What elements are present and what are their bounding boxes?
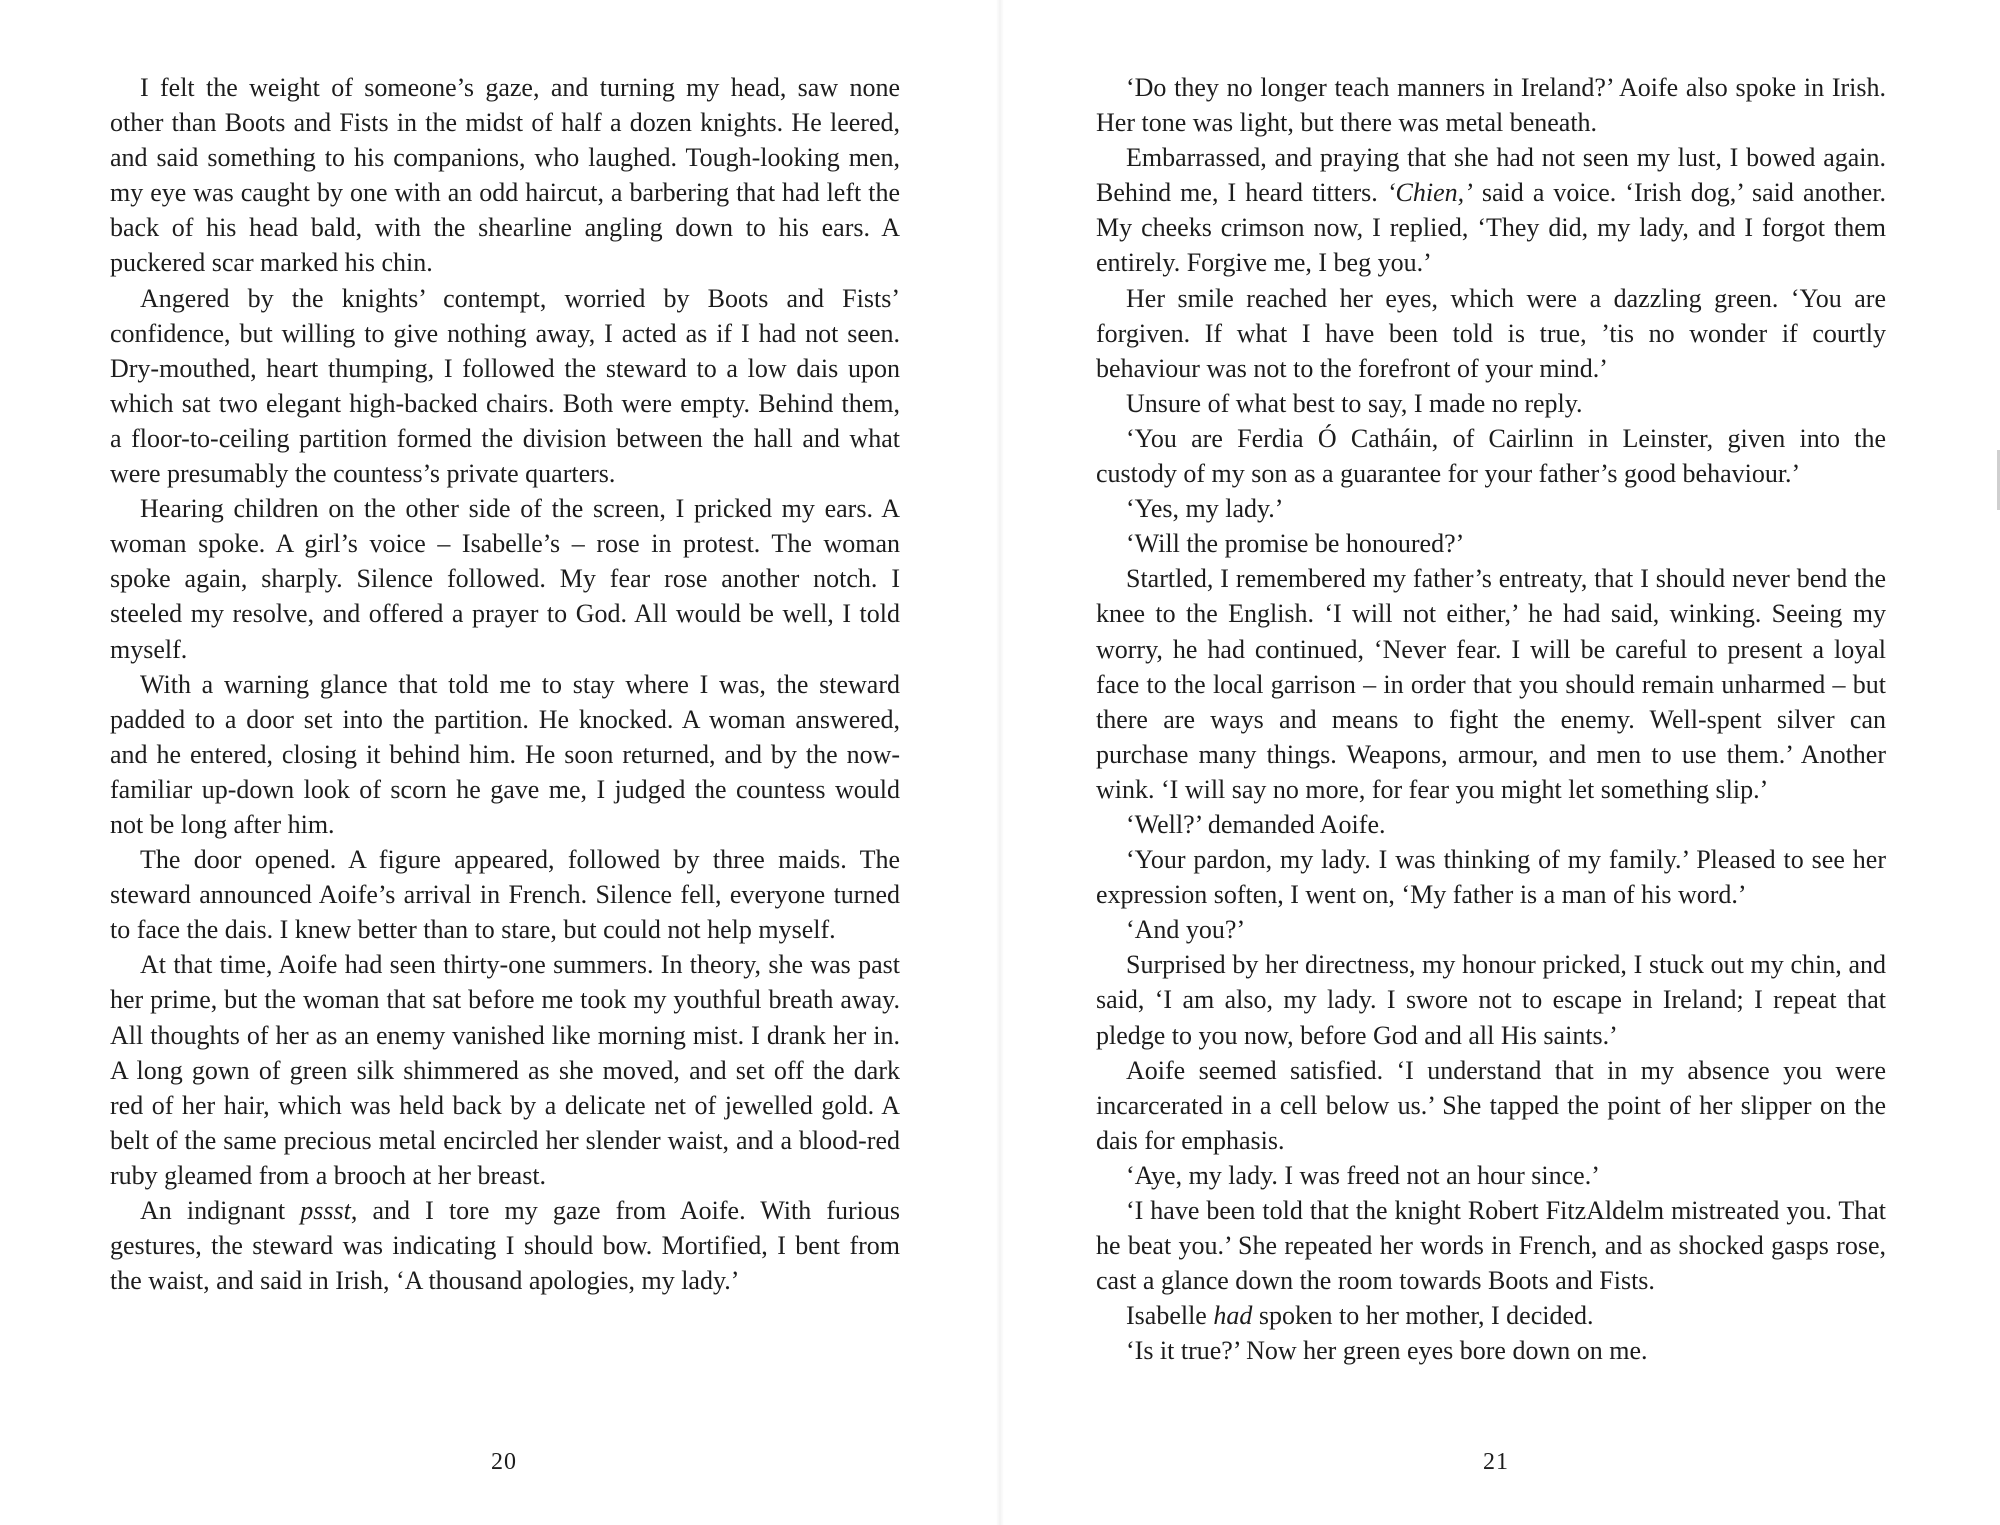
right-paragraph-4: Unsure of what best to say, I made no reply. (1126, 388, 1583, 418)
left-page-number: 20 (491, 1449, 517, 1475)
left-paragraph-1: I felt the weight of someone’s gaze, and turning my head, saw none other than Boots and Fists in the midst of half a dozen knights. He leered, and said something to his companions, who laughed. Tough-looking men, my eye was caught by one with an odd haircut, a barbering that had left the back of his head bald, with the shearline angling down to his ears. A puckered scar marked his chin. (110, 73, 900, 278)
left-paragraph-3: Hearing children on the other side of the screen, I pricked my ears. A woman spoke. A girl’s voice – Isabelle’s – rose in protest. The woman spoke again, sharply. Silence followed. My fear rose another notch. I steeled my resolve, and offered a prayer to God. All would be well, I told myself. (110, 494, 900, 664)
right-paragraph-15: ‘I have been told that the knight Robert FitzAldelm mistreated you. That he beat you.’ She repeated her words in French, and as shocked gasps rose, cast a glance down the room towards Boots and Fists. (1096, 1196, 1886, 1296)
text-run: spoken to her mother, I decided. (1252, 1301, 1594, 1331)
left-paragraph-7 (110, 1193, 900, 1298)
left-page (110, 70, 900, 1298)
text-run: , and I tore my gaze from Aoife. With furious gestures, the steward was indicating I should bow. Mortified, I bent from the waist, and said in Irish, ‘A thousand apologies, my lady.’ (110, 1196, 900, 1296)
right-paragraph-8: Startled, I remembered my father’s entreaty, that I should never bend the knee to the English. ‘I will not either,’ he had said, winking. Seeing my worry, he had continued, ‘Never fear. I will be careful to present a loyal face to the local garrison – in order that you should remain unharmed – but there are ways and means to fight the enemy. Well-spent silver can purchase many things. Weapons, armour, and men to use them.’ Another wink. ‘I will say no more, for fear you might let something slip.’ (1096, 564, 1886, 804)
left-paragraph-6: At that time, Aoife had seen thirty-one summers. In theory, she was past her prime, but the woman that sat before me took my youthful breath away. All thoughts of her as an enemy vanished like morning mist. I drank her in. A long gown of green silk shimmered as she moved, and set off the dark red of her hair, which was held back by a delicate net of jewelled gold. A belt of the same precious metal encircled her slender waist, and a blood-red ruby gleamed from a brooch at her breast. (110, 950, 900, 1190)
right-paragraph-11: ‘And you?’ (1126, 915, 1246, 945)
right-paragraph-5: ‘You are Ferdia Ó Catháin, of Cairlinn in Leinster, given into the custody of my son as a guarantee for your father’s good behaviour.’ (1096, 423, 1886, 489)
text-run: Isabelle (1126, 1301, 1214, 1331)
right-paragraph-7: ‘Will the promise be honoured?’ (1126, 529, 1465, 559)
right-paragraph-1: ‘Do they no longer teach manners in Ireland?’ Aoife also spoke in Irish. Her tone was light, but there was metal beneath. (1096, 73, 1886, 138)
right-paragraph-16 (1096, 1298, 1886, 1333)
right-page-number: 21 (1483, 1449, 1509, 1475)
italic-run: ‘Chien,’ (1386, 178, 1473, 208)
right-paragraph-10: ‘Your pardon, my lady. I was thinking of my family.’ Pleased to see her expression soften, I went on, ‘My father is a man of his word.’ (1096, 845, 1886, 910)
text-run: said a voice. ‘Irish dog,’ said another. My cheeks crimson now, I replied, ‘They did, my lady, and I forgot them entirely. Forgive me, I beg you.’ (1096, 178, 1886, 278)
left-paragraph-4: With a warning glance that told me to stay where I was, the steward padded to a door set into the partition. He knocked. A woman answered, and he entered, closing it behind him. He soon returned, and by the now-familiar up-down look of scorn he gave me, I judged the countess would not be long after him. (110, 669, 900, 839)
italic-run: had (1213, 1301, 1253, 1331)
right-paragraph-12: Surprised by her directness, my honour pricked, I stuck out my chin, and said, ‘I am also, my lady. I swore not to escape in Ireland; I repeat that pledge to you now, before God and all His saints.’ (1096, 950, 1886, 1050)
text-run: Embarrassed, and praying that she had not seen my lust, I bowed again. Behind me, I heard titters. (1096, 143, 1886, 208)
right-paragraph-6: ‘Yes, my lady.’ (1126, 494, 1284, 524)
right-paragraph-14: ‘Aye, my lady. I was freed not an hour since.’ (1126, 1160, 1600, 1190)
right-paragraph-13: Aoife seemed satisfied. ‘I understand that in my absence you were incarcerated in a cell below us.’ She tapped the point of her slipper on the dais for emphasis. (1096, 1055, 1886, 1155)
right-page (1096, 70, 1886, 1368)
right-paragraph-17: ‘Is it true?’ Now her green eyes bore down on me. (1126, 1336, 1648, 1366)
right-paragraph-2 (1096, 140, 1886, 280)
left-paragraph-2: Angered by the knights’ contempt, worried by Boots and Fists’ confidence, but willing to give nothing away, I acted as if I had not seen. Dry-mouthed, heart thumping, I followed the steward to a low dais upon which sat two elegant high-backed chairs. Both were empty. Behind them, a floor-to-ceiling partition formed the division between the hall and what were presumably the countess’s private quarters. (110, 283, 900, 489)
book-gutter (996, 0, 1004, 1525)
right-paragraph-9: ‘Well?’ demanded Aoife. (1126, 809, 1386, 839)
right-paragraph-3: Her smile reached her eyes, which were a dazzling green. ‘You are forgiven. If what I have been told is true, ’tis no wonder if courtly behaviour was not to the forefront of your mind.’ (1096, 283, 1886, 383)
italic-run: pssst (300, 1196, 351, 1225)
text-run: An indignant (140, 1196, 301, 1225)
left-paragraph-5: The door opened. A figure appeared, followed by three maids. The steward announced Aoife’s arrival in French. Silence fell, everyone turned to face the dais. I knew better than to stare, but could not help myself. (110, 845, 900, 945)
